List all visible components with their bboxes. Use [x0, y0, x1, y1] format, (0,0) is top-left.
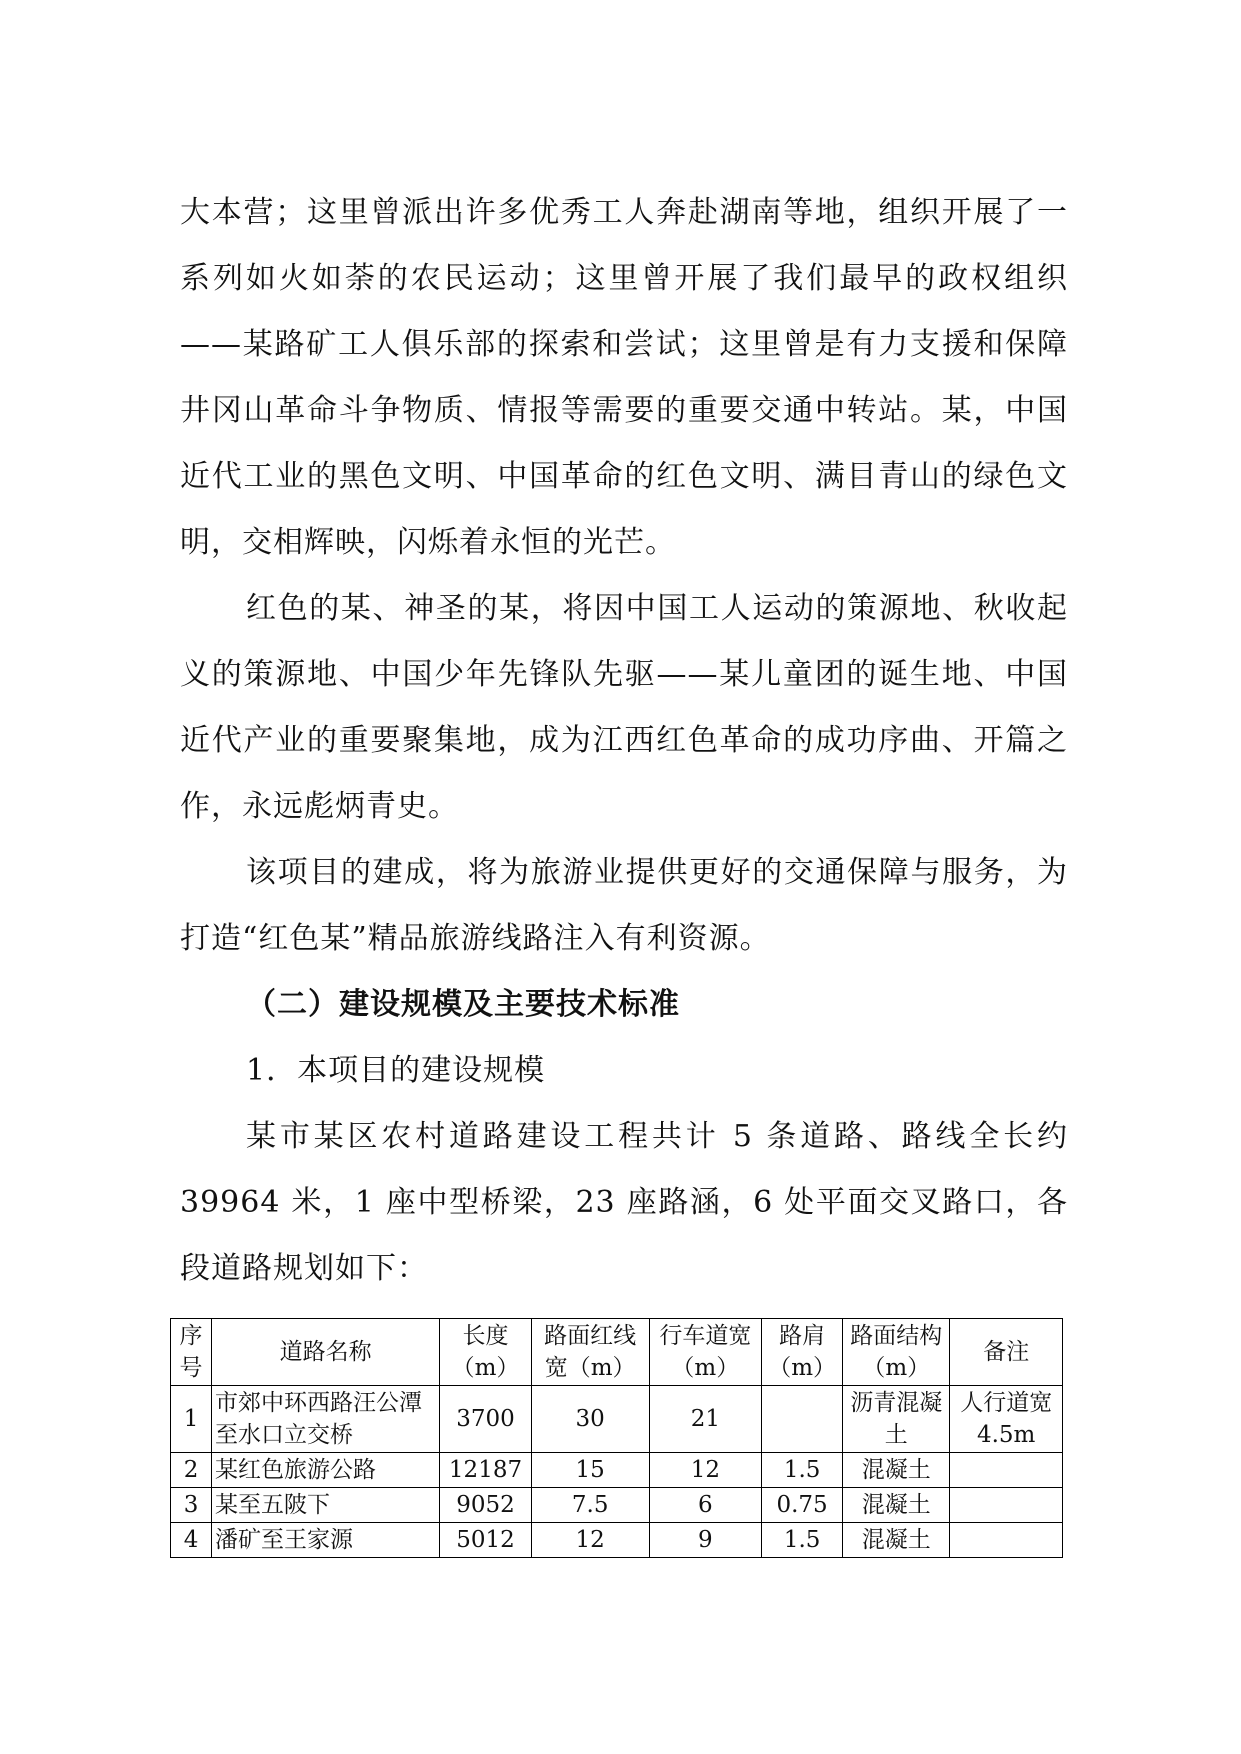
cell-name: 潘矿至王家源: [212, 1523, 440, 1558]
cell-shoulder: 1.5: [762, 1523, 843, 1558]
header-red-line: 路面红线宽（m）: [531, 1319, 649, 1386]
cell-lane: 12: [649, 1453, 762, 1488]
cell-red-line: 15: [531, 1453, 649, 1488]
cell-name: 某红色旅游公路: [212, 1453, 440, 1488]
cell-red-line: 30: [531, 1386, 649, 1453]
table-row: [171, 1523, 1063, 1558]
cell-structure: 混凝土: [843, 1453, 950, 1488]
header-seq: 序号: [171, 1319, 212, 1386]
cell-structure: 混凝土: [843, 1488, 950, 1523]
table-row: [171, 1488, 1063, 1523]
paragraph-tourism: 该项目的建成，将为旅游业提供更好的交通保障与服务，为打造“红色某”精品旅游线路注入有利资源。: [180, 855, 1068, 956]
road-plan-table: [170, 1318, 1063, 1558]
cell-seq: 1: [171, 1386, 212, 1453]
cell-shoulder: [762, 1386, 843, 1453]
cell-length: 12187: [440, 1453, 532, 1488]
sub-heading: 1．本项目的建设规模: [246, 1053, 546, 1088]
header-note: 备注: [950, 1319, 1063, 1386]
cell-lane: 6: [649, 1488, 762, 1523]
cell-red-line: 12: [531, 1523, 649, 1558]
cell-note: [950, 1523, 1063, 1558]
cell-seq: 3: [171, 1488, 212, 1523]
cell-shoulder: 0.75: [762, 1488, 843, 1523]
cell-structure: 混凝土: [843, 1523, 950, 1558]
table-row: [171, 1386, 1063, 1453]
paragraph-history: 大本营；这里曾派出许多优秀工人奔赴湖南等地，组织开展了一系列如火如荼的农民运动；这里曾开展了我们最早的政权组织——某路矿工人俱乐部的探索和尝试；这里曾是有力支援和保障井冈山革命斗争物质、情报等需要的重要交通中转站。某，中国近代工业的黑色文明、中国革命的红色文明、满目青山的绿色文明，交相辉映，闪烁着永恒的光芒。: [180, 195, 1068, 560]
section-heading: （二）建设规模及主要技术标准: [246, 987, 680, 1022]
cell-note: [950, 1488, 1063, 1523]
cell-name: 某至五陂下: [212, 1488, 440, 1523]
cell-name: 市郊中环西路汪公潭至水口立交桥: [212, 1386, 440, 1453]
document-body: [180, 180, 1068, 1302]
cell-length: 9052: [440, 1488, 532, 1523]
cell-length: 3700: [440, 1386, 532, 1453]
cell-red-line: 7.5: [531, 1488, 649, 1523]
header-lane: 行车道宽（m）: [649, 1319, 762, 1386]
header-length: 长度（m）: [440, 1319, 532, 1386]
cell-shoulder: 1.5: [762, 1453, 843, 1488]
cell-structure: 沥青混凝土: [843, 1386, 950, 1453]
cell-length: 5012: [440, 1523, 532, 1558]
cell-lane: 21: [649, 1386, 762, 1453]
cell-seq: 4: [171, 1523, 212, 1558]
cell-note: [950, 1453, 1063, 1488]
table-row: [171, 1453, 1063, 1488]
cell-note: 人行道宽4.5m: [950, 1386, 1063, 1453]
paragraph-scale: 某市某区农村道路建设工程共计 5 条道路、路线全长约 39964 米，1 座中型桥梁，23 座路涵，6 处平面交叉路口，各段道路规划如下：: [180, 1119, 1068, 1286]
cell-lane: 9: [649, 1523, 762, 1558]
cell-seq: 2: [171, 1453, 212, 1488]
header-shoulder: 路肩（m）: [762, 1319, 843, 1386]
header-name: 道路名称: [212, 1319, 440, 1386]
table-header-row: [171, 1319, 1063, 1386]
paragraph-red-culture: 红色的某、神圣的某，将因中国工人运动的策源地、秋收起义的策源地、中国少年先锋队先驱——某儿童团的诞生地、中国近代产业的重要聚集地，成为江西红色革命的成功序曲、开篇之作，永远彪炳青史。: [180, 591, 1068, 824]
header-structure: 路面结构（m）: [843, 1319, 950, 1386]
